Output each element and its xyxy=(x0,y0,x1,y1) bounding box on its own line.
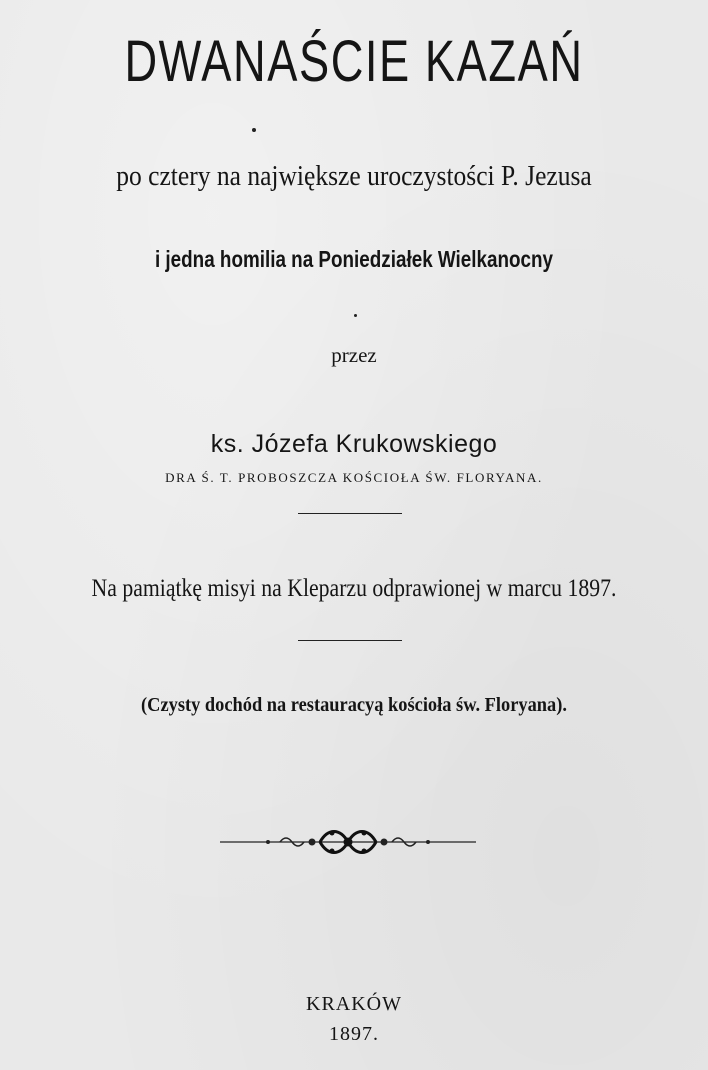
by-word: przez xyxy=(331,343,377,367)
book-title: DWANAŚCIE KAZAŃ xyxy=(124,29,584,94)
publication-place: KRAKÓW xyxy=(306,993,402,1015)
subtitle-line-2: i jedna homilia na Poniedziałek Wielkanocny xyxy=(154,246,554,272)
author-degree: DRA Ś. T. PROBOSZCZA KOŚCIOŁA ŚW. FLORYANA. xyxy=(165,470,543,485)
commemoration-line: Na pamiątkę misyi na Kleparzu odprawionej w marcu 1897. xyxy=(91,575,617,602)
divider-rule xyxy=(298,640,402,641)
author-name: ks. Józefa Krukowskiego xyxy=(210,430,498,458)
decorative-vignette-icon xyxy=(220,822,476,862)
divider-rule xyxy=(298,513,402,514)
subtitle-line-1: po cztery na największe uroczystości P. Jezusa xyxy=(116,160,592,192)
proceeds-note: (Czysty dochód na restauracyą kościoła św. Floryana). xyxy=(141,694,567,716)
separator-dot xyxy=(354,314,357,317)
publication-year: 1897. xyxy=(329,1023,379,1045)
separator-dot xyxy=(252,128,256,132)
